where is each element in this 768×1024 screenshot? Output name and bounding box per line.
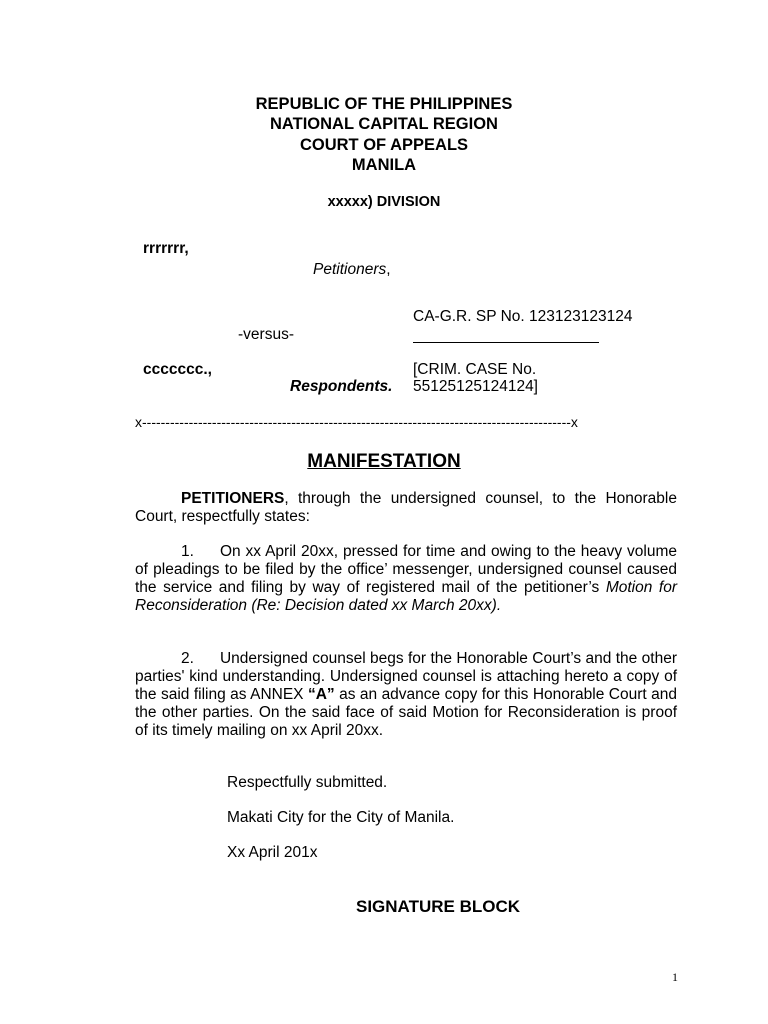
header-region: NATIONAL CAPITAL REGION: [270, 115, 498, 133]
date-line: Xx April 201x: [227, 844, 318, 861]
paragraph-2: [135, 650, 677, 740]
para1-italic: Motion for Reconsideration (Re: Decision dated xx March 20xx).: [135, 579, 677, 614]
signature-block: SIGNATURE BLOCK: [356, 897, 521, 916]
respectfully-submitted: Respectfully submitted.: [227, 774, 388, 791]
petitioner-role-line: [313, 260, 391, 279]
header-court: COURT OF APPEALS: [299, 136, 469, 154]
caption-separator: x--------------------------------------------------------------------------------------------x: [135, 414, 578, 430]
case-number-underline: [413, 342, 599, 343]
intro-text: , through the undersigned counsel, to the Honorable Court, respectfully states:: [135, 490, 677, 525]
case-number: CA-G.R. SP No. 123123123124: [413, 308, 633, 325]
para2-text-b: as an advance copy for this Honorable Court and the other parties. On the said face of said Motion for Reconsideration is proof of its timely mailing on xx April 20xx.: [135, 686, 677, 739]
place-line: Makati City for the City of Manila.: [227, 809, 455, 826]
para2-number: 2.: [181, 650, 194, 667]
versus-label: -versus-: [238, 326, 294, 343]
para2-text-a: Undersigned counsel begs for the Honorable Court’s and the other parties' kind understanding. Undersigned counsel is attaching hereto a copy of the said filing as ANNEX: [135, 650, 677, 703]
page-number: 1: [672, 970, 678, 984]
header-city: MANILA: [351, 156, 417, 174]
para1-number: 1.: [181, 543, 194, 560]
para1-text: On xx April 20xx, pressed for time and owing to the heavy volume of pleadings to be filed by the office’ messenger, undersigned counsel caused the service and filing by way of registered mail of the petitioner’s: [135, 543, 677, 596]
intro-petitioners: PETITIONERS: [181, 490, 285, 507]
respondent-role: Respondents.: [290, 378, 393, 395]
para2-annex: “A”: [307, 686, 335, 703]
document-title: MANIFESTATION: [307, 451, 461, 472]
crim-case-line1: [CRIM. CASE No.: [413, 361, 537, 378]
intro-paragraph: [135, 490, 677, 526]
petitioner-role-suffix: ,: [386, 261, 391, 278]
crim-case-line2: 55125125124124]: [413, 378, 538, 395]
petitioner-role: Petitioners: [313, 261, 387, 278]
respondent-name: ccccccc.,: [143, 361, 212, 378]
header-republic: REPUBLIC OF THE PHILIPPINES: [255, 95, 513, 113]
division-label: xxxxx) DIVISION: [327, 194, 441, 210]
paragraph-1: [135, 543, 677, 615]
petitioner-name: rrrrrrr,: [143, 240, 189, 257]
